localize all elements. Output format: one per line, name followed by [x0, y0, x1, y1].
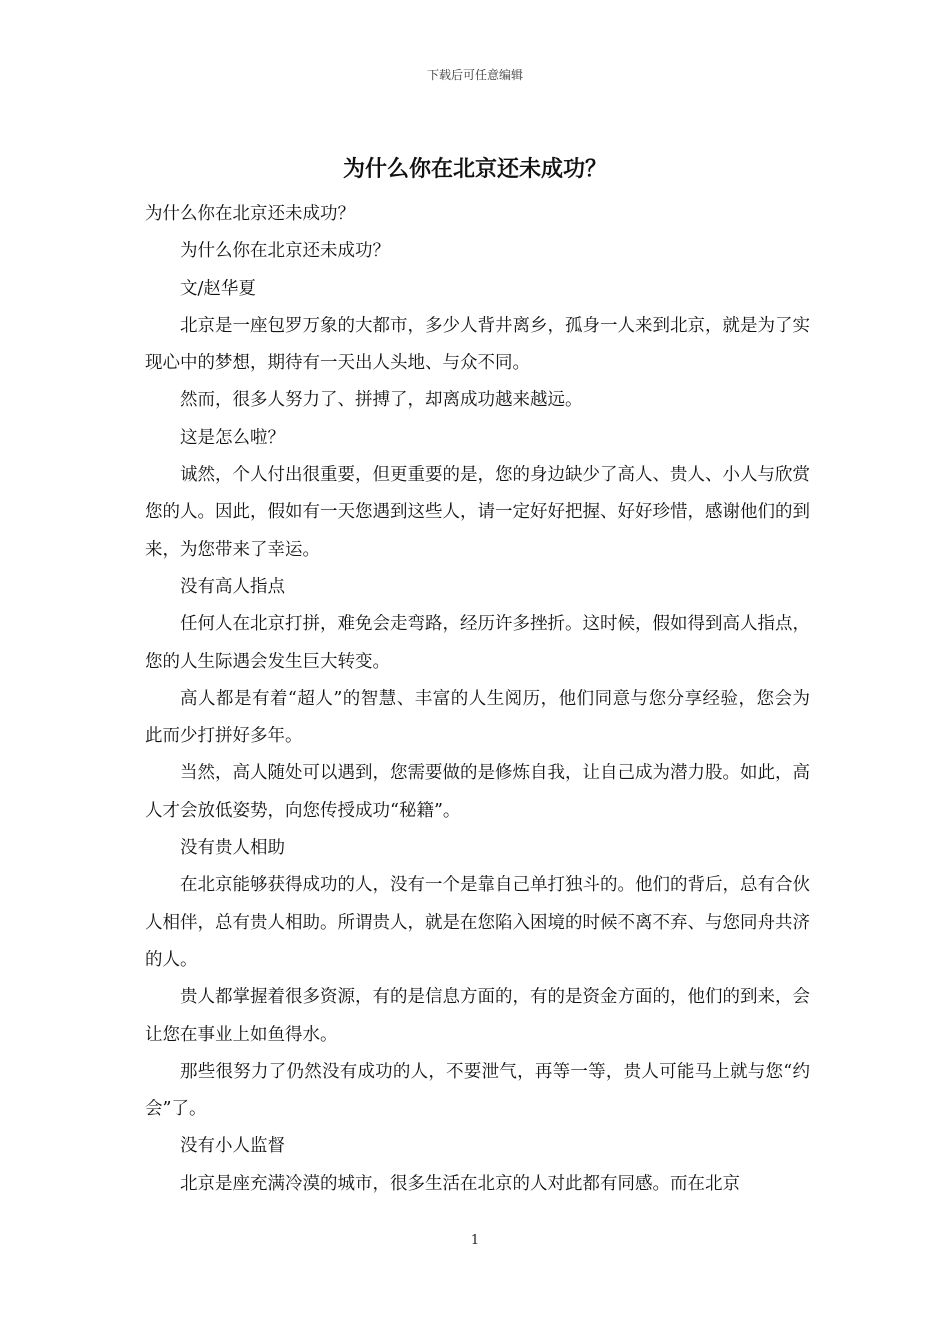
paragraph: 那些很努力了仍然没有成功的人，不要泄气，再等一等，贵人可能马上就与您“约会”了。	[145, 1061, 810, 1120]
paragraph: 这是怎么啦？	[180, 427, 285, 448]
paragraph: 文/赵华夏	[180, 278, 256, 299]
paragraph: 高人都是有着“超人”的智慧、丰富的人生阅历，他们同意与您分享经验，您会为此而少打拼好多年。	[145, 688, 810, 747]
paragraph: 诚然，个人付出很重要，但更重要的是，您的身边缺少了高人、贵人、小人与欣赏您的人。因此，假如有一天您遇到这些人，请一定好好把握、好好珍惜，感谢他们的到来，为您带来了幸运。	[145, 465, 810, 560]
paragraph: 然而，很多人努力了、拼搏了，却离成功越来越远。	[180, 390, 583, 411]
paragraph: 为什么你在北京还未成功？	[180, 241, 390, 262]
paragraph: 当然，高人随处可以遇到，您需要做的是修炼自我，让自己成为潜力股。如此，高人才会放低姿势，向您传授成功“秘籍”。	[145, 763, 810, 821]
document-title: 为什么你在北京还未成功？	[342, 156, 607, 182]
paragraph: 在北京能够获得成功的人，没有一个是靠自己单打独斗的。他们的背后，总有合伙人相伴，总有贵人相助。所谓贵人，就是在您陷入困境的时候不离不弃、与您同舟共济的人。	[145, 875, 810, 970]
paragraph: 贵人都掌握着很多资源，有的是信息方面的，有的是资金方面的，他们的到来，会让您在事业上如鱼得水。	[145, 987, 810, 1045]
page-number: 1	[470, 1233, 480, 1248]
paragraph: 北京是座充满冷漠的城市，很多生活在北京的人对此都有同感。而在北京	[180, 1173, 740, 1194]
page-header-note: 下载后可任意编辑	[426, 68, 523, 82]
document-body	[145, 196, 810, 1203]
section-heading: 没有小人监督	[180, 1136, 285, 1157]
section-heading: 没有高人指点	[180, 576, 285, 597]
paragraph: 任何人在北京打拼，难免会走弯路，经历许多挫折。这时候，假如得到高人指点，您的人生际遇会发生巨大转变。	[145, 614, 810, 672]
paragraph: 为什么你在北京还未成功？	[145, 204, 355, 224]
paragraph: 北京是一座包罗万象的大都市，多少人背井离乡，孤身一人来到北京，就是为了实现心中的梦想，期待有一天出人头地、与众不同。	[145, 315, 810, 374]
section-heading: 没有贵人相助	[180, 838, 285, 859]
